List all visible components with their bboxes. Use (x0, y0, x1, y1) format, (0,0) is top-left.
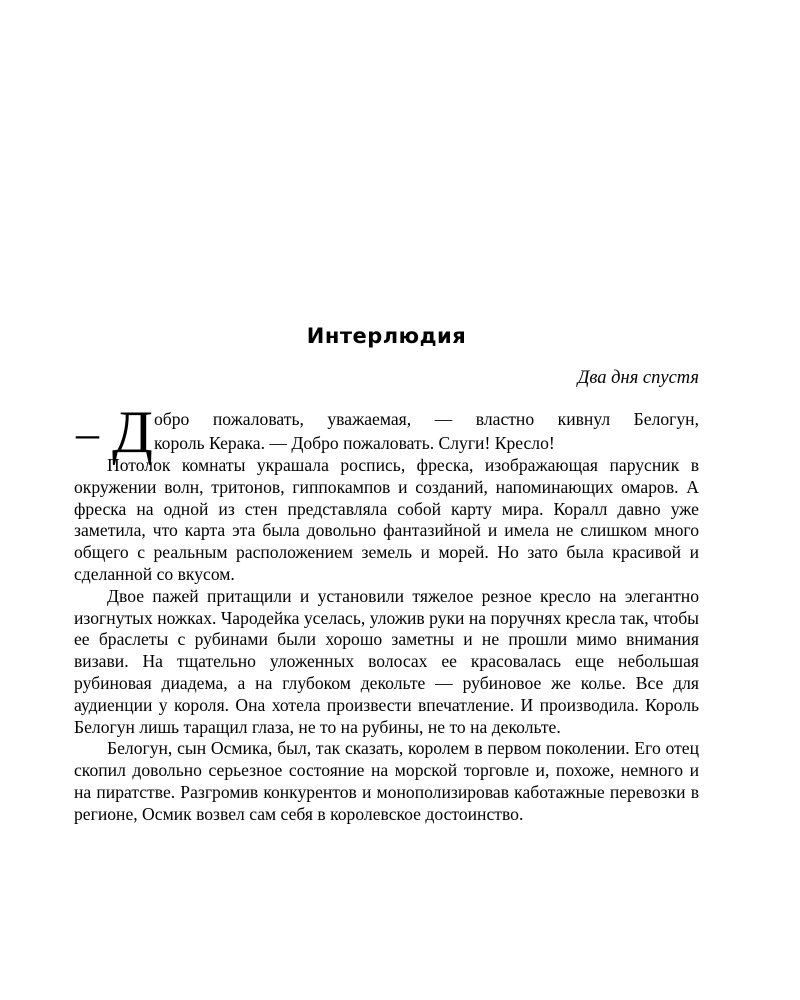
paragraph: Потолок комнаты украшала роспись, фреска, изображающая парусник в окружении волн, тритонов, гиппокампов и созданий, напоминающих омаров. А фреска на одной из стен представляла собой карту мира. Коралл давно уже заметила, что карта эта была довольно фантазийной и имела не слишком много общего с реальным расположением земель и морей. Но зато была красивой и сделанной со вкусом. (74, 455, 699, 584)
body-text (74, 455, 699, 826)
book-page (74, 0, 699, 1000)
opening-line-1: обро пожаловать, уважаемая, — властно кивнул Белогун, (154, 409, 699, 429)
opening-dash: – (76, 407, 99, 458)
epigraph: Два дня спустя (577, 368, 699, 388)
chapter-title: Интерлюдия (306, 324, 467, 348)
drop-cap: Д (112, 399, 153, 465)
opening-line-2: король Керака. — Добро пожаловать. Слуги! Кресло! (154, 433, 555, 453)
paragraph: Белогун, сын Осмика, был, так сказать, королем в первом поколении. Его отец скопил довольно серьезное состояние на морской торговле и, похоже, немного и на пиратстве. Разгромив конкурентов и монополизировав каботажные перевозки в регионе, Осмик возвел сам себя в королевское достоинство. (74, 738, 699, 824)
paragraph: Двое пажей притащили и установили тяжелое резное кресло на элегантно изогнутых ножках. Чародейка уселась, уложив руки на поручнях кресла так, чтобы ее браслеты с рубинами были хорошо заметны и не прошли мимо внимания визави. На тщательно уложенных волосах ее красовалась еще небольшая рубиновая диадема, а на глубоком декольте — рубиновое же колье. Все для аудиенции у короля. Она хотела произвести впечатление. И производила. Король Белогун лишь таращил глаза, не то на рубины, не то на декольте. (74, 585, 699, 737)
